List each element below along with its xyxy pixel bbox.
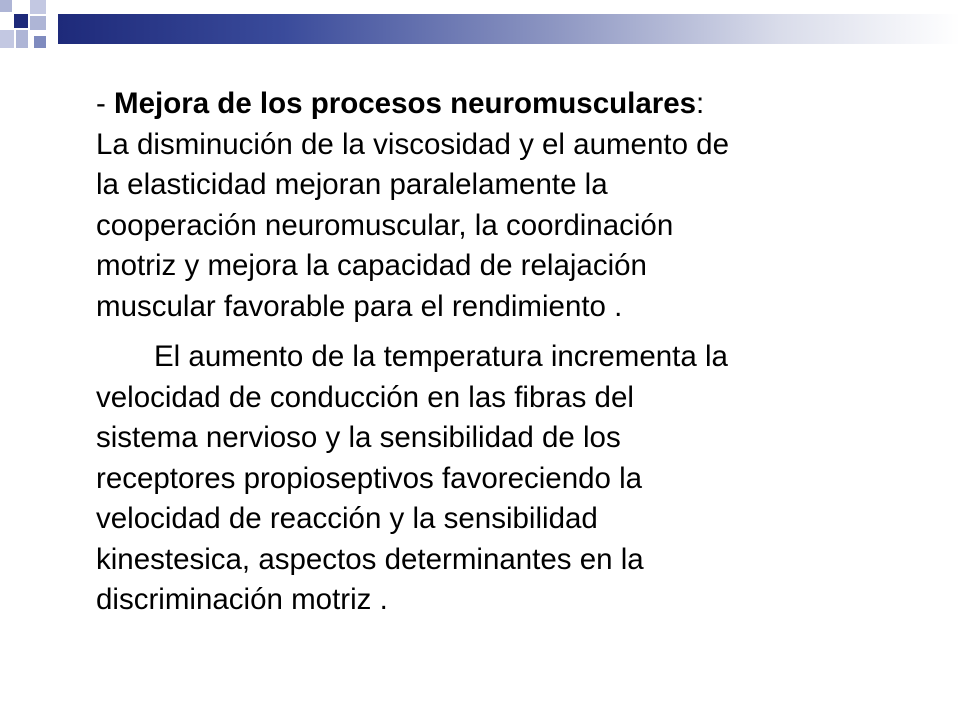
paragraph1-line: motriz y mejora la capacidad de relajación xyxy=(96,249,647,282)
heading-colon: : xyxy=(696,87,705,120)
paragraph2-line: velocidad de reacción y la sensibilidad xyxy=(96,502,598,535)
paragraph2-line: kinestesica, aspectos determinantes en la xyxy=(96,542,644,576)
paragraph-temperature xyxy=(96,337,916,621)
paragraph1-line: La disminución de la viscosidad y el aumento de xyxy=(96,127,729,161)
slide-header-decoration xyxy=(0,0,960,60)
decor-square-light-top xyxy=(0,0,12,12)
header-gradient-bar xyxy=(58,14,960,44)
slide-body xyxy=(96,84,916,621)
paragraph2-line: El aumento de la temperatura incrementa la xyxy=(154,340,728,373)
paragraph1-line: la elasticidad mejoran paralelamente la xyxy=(96,168,608,201)
heading-dash: - xyxy=(96,87,115,120)
paragraph-neuromuscular xyxy=(96,84,916,327)
decor-square-mid-2 xyxy=(30,16,46,30)
decor-square-light-left xyxy=(0,30,14,48)
paragraph1-line: cooperación neuromuscular, la coordinación xyxy=(96,208,674,242)
decor-square-mid xyxy=(30,0,46,14)
paragraph2-line: sistema nervioso y la sensibilidad de los xyxy=(96,421,621,454)
decor-square-mid-3 xyxy=(16,30,28,48)
paragraph2-line: receptores propioseptivos favoreciendo la xyxy=(96,461,643,495)
paragraph2-line: velocidad de conducción en las fibras del xyxy=(96,380,634,414)
paragraph1-heading-line xyxy=(96,84,916,125)
paragraph2-line: discriminación motriz . xyxy=(96,583,388,616)
decor-square-navy xyxy=(14,14,28,28)
decor-square-small xyxy=(34,36,46,48)
paragraph1-line: muscular favorable para el rendimiento . xyxy=(96,289,623,323)
heading-text: Mejora de los procesos neuromusculares xyxy=(114,87,697,120)
